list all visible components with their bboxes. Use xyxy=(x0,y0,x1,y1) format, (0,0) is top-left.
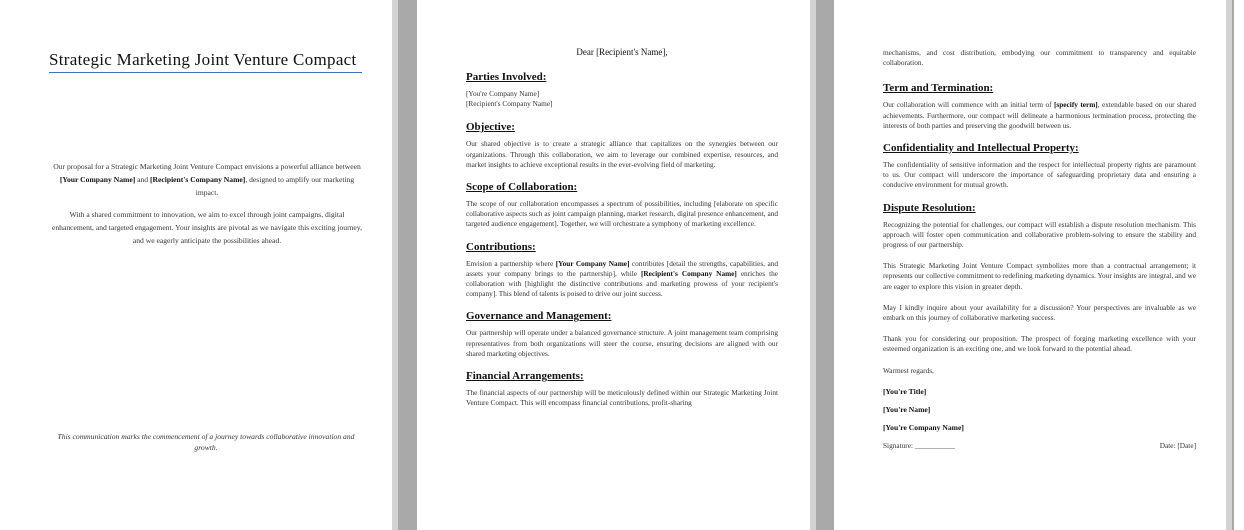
sender-name: [You're Name] xyxy=(883,404,931,414)
term-heading: Term and Termination: xyxy=(883,82,994,95)
document-page-3 xyxy=(834,0,1226,530)
document-page-4-edge xyxy=(1234,0,1244,530)
date-field: Date: [Date] xyxy=(1159,440,1196,450)
scope-heading: Scope of Collaboration: xyxy=(466,181,578,194)
party-1: [You're Company Name] xyxy=(466,89,540,98)
parties-involved-heading: Parties Involved: xyxy=(466,71,547,83)
financial-text: The financial aspects of our partnership will be meticulously defined within our Strategic Marketing Joint Venture Compact. This will encompass financial contributions, profit-sharing xyxy=(466,388,778,408)
cover-commitment-paragraph: With a shared commitment to innovation, we aim to excel through joint campaigns, digital enhancement, and targeted engagement. Your insights are pivotal as we navigate this exciting journey, and we eagerly anticipate the possibilities ahead. xyxy=(52,210,362,245)
page-gap-shadow xyxy=(810,0,816,530)
objective-text: Our shared objective is to create a strategic alliance that capitalizes on the synergies between our organizations. Through this collaboration, we aim to leverage our combined expertise, resources, and market insights to achieve exceptional results in the ever-evolving field of marketing. xyxy=(466,139,778,169)
confidentiality-heading: Confidentiality and Intellectual Property: xyxy=(883,142,1079,155)
confidentiality-text: The confidentiality of sensitive information and the respect for intellectual property rights are paramount to us. Our compact will underscore the importance of safeguarding proprietary data and ensuring a conducive environment for mutual growth. xyxy=(883,160,1196,190)
salutation: Dear [Recipient's Name], xyxy=(576,47,668,57)
sender-company: [You're Company Name] xyxy=(883,422,964,432)
party-2: [Recipient's Company Name] xyxy=(466,99,553,109)
contributions-text: Envision a partnership where [Your Company Name] contributes [detail the strengths, capabilities, and assets your company brings to the partnership], while [Recipient's Company Name] enriches the collaboration with [highlight the distinctive contributions and marketing prowess of your recipient's company]. This blend of talents is poised to drive our joint success. xyxy=(466,258,779,299)
financial-text-continued: mechanisms, and cost distribution, embodying our commitment to transparency and equitable collaboration. xyxy=(883,48,1196,68)
governance-heading: Governance and Management: xyxy=(466,310,612,323)
term-text: Our collaboration will commence with an initial term of [specify term], extendable based on our shared achievements. Furthermore, our compact will delineate a harmonious termination process, protecting the interests of both parties and preserving the goodwill between us. xyxy=(883,100,1196,130)
scope-text: The scope of our collaboration encompasses a spectrum of possibilities, including [elaborate on specific collaborative aspects such as joint campaign planning, market research, digital presence enhancement, and targeted audience engagement]. Together, we will orchestrate a symphony of marketing excellence. xyxy=(466,199,778,229)
page-gap-shadow xyxy=(1226,0,1232,530)
sender-title: [You're Title] xyxy=(883,386,927,396)
governance-text: Our partnership will operate under a balanced governance structure. A joint management team comprising representatives from both organizations will steer the course, ensuring decisions are aligned with our shared marketing objectives. xyxy=(466,328,778,358)
inquire-paragraph: May I kindly inquire about your availability for a discussion? Your perspectives are invaluable as we embark on this journey of collaborative marketing success. xyxy=(883,302,1196,323)
cover-intro-paragraph: Our proposal for a Strategic Marketing Joint Venture Compact envisions a powerful alliance between [Your Company Name] and [Recipient's Company Name], designed to amplify our marketing impact. xyxy=(53,162,361,197)
recipient-company-placeholder: [Recipient's Company Name] xyxy=(149,175,246,184)
signature-row xyxy=(883,441,1196,450)
page-gap-shadow xyxy=(392,0,398,530)
objective-heading: Objective: xyxy=(466,121,515,134)
closing: Warmest regards, xyxy=(883,365,934,375)
contributions-heading: Contributions: xyxy=(466,240,536,253)
financial-heading: Financial Arrangements: xyxy=(466,370,584,383)
page-2-content xyxy=(466,45,778,419)
cover-title: Strategic Marketing Joint Venture Compact xyxy=(49,50,362,73)
document-page-1 xyxy=(0,0,392,530)
dispute-heading: Dispute Resolution: xyxy=(883,201,976,214)
cover-footer-note: This communication marks the commencement of a journey towards collaborative innovation and growth. xyxy=(57,432,355,452)
signature-field: Signature: ___________ xyxy=(883,440,955,450)
document-page-2 xyxy=(417,0,810,530)
your-company-placeholder: [Your Company Name] xyxy=(59,175,136,184)
thanks-paragraph: Thank you for considering our proposition. The prospect of forging marketing excellence with your esteemed organization is an exciting one, and we look forward to the potential ahead. xyxy=(883,334,1196,354)
dispute-text: Recognizing the potential for challenges, our compact will establish a dispute resolution mechanism. This approach will foster open communication and collaborative problem-solving to ensure the stability and progress of our partnership. xyxy=(883,219,1196,250)
symbol-paragraph: This Strategic Marketing Joint Venture Compact symbolizes more than a contractual arrangement; it represents our collective commitment to redefining marketing dynamics. Your insights are integral, and we are eager to explore this vision in greater depth. xyxy=(883,261,1196,291)
page-3-content xyxy=(883,48,1196,450)
